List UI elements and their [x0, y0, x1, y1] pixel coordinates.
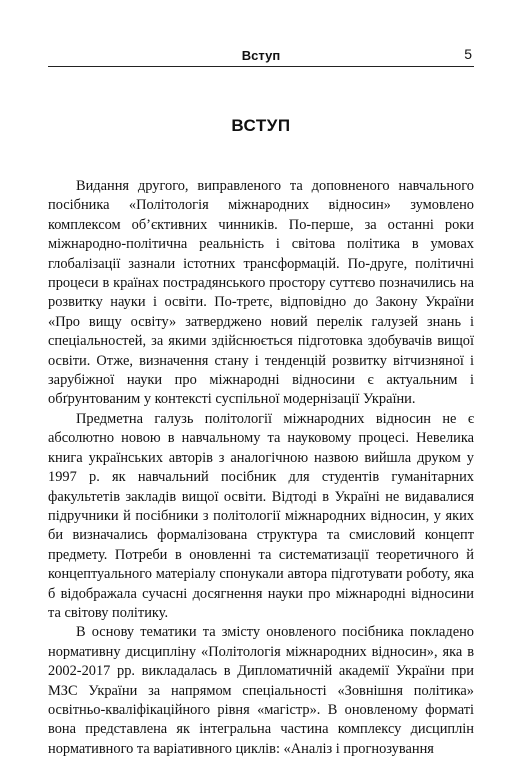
running-header-section: Вступ: [241, 48, 281, 63]
chapter-title: ВСТУП: [231, 116, 291, 135]
running-header: [48, 44, 474, 67]
paragraph-3: В основу тематики та змісту оновленого посібника покладено нормативну дисципліну «Політологія міжнародних відносин», яка в 2002-2017 рр. викладалась в Дипломатичній академії України при МЗС України за напрямом спеціальності «Зовнішня політика» освітньо-кваліфікаційного рівня «магістр». В оновленому форматі вона представлена як інтегральна частина комплексу дисциплін нормативного та варіативного циклів: «Аналіз і прогнозування: [48, 624, 474, 757]
body-text: [48, 177, 474, 759]
page-number: 5: [464, 46, 472, 62]
paragraph-2: Предметна галузь політології міжнародних відносин не є абсолютно новою в навчальному та науковому процесі. Невелика книга українських авторів з аналогічною назвою вийшла друком у 1997 р. як навчальний посібник для студентів гуманітарних факультетів закладів вищої освіти. Відтоді в Україні не видавалися підручники й посібники з політології міжнародних відносин, у яких би визначались формалізована структура та смисловий концепт предмету. Потреби в оновленні та систематизації теоретичного й концептуального матеріалу спонукали автора підготувати роботу, яка б відображала сучасні досягнення науки про міжнародні відносини та світову політику.: [48, 410, 474, 621]
paragraph-1: Видання другого, виправленого та доповненого навчального посібника «Політологія міжнародних відносин» зумовлено комплексом об’єктивних чинників. По-перше, за останні роки міжнародно-політична реальність і світова політика в умовах глобалізації зазнали істотних трансформацій. По-друге, політичні процеси в країнах пострадянського простору суттєво позначились на розвитку науки і освіти. По-третє, відповідно до Закону України «Про вищу освіту» затверджено новий перелік галузей знань і спеціальностей, за якими здійснюється підготовка здобувачів вищої освіти. Отже, визначення стану і тенденцій розвитку вітчизняної і зарубіжної науки про міжнародні відносини є актуальним і обґрунтованим у контексті суспільної модернізації України.: [48, 178, 474, 408]
